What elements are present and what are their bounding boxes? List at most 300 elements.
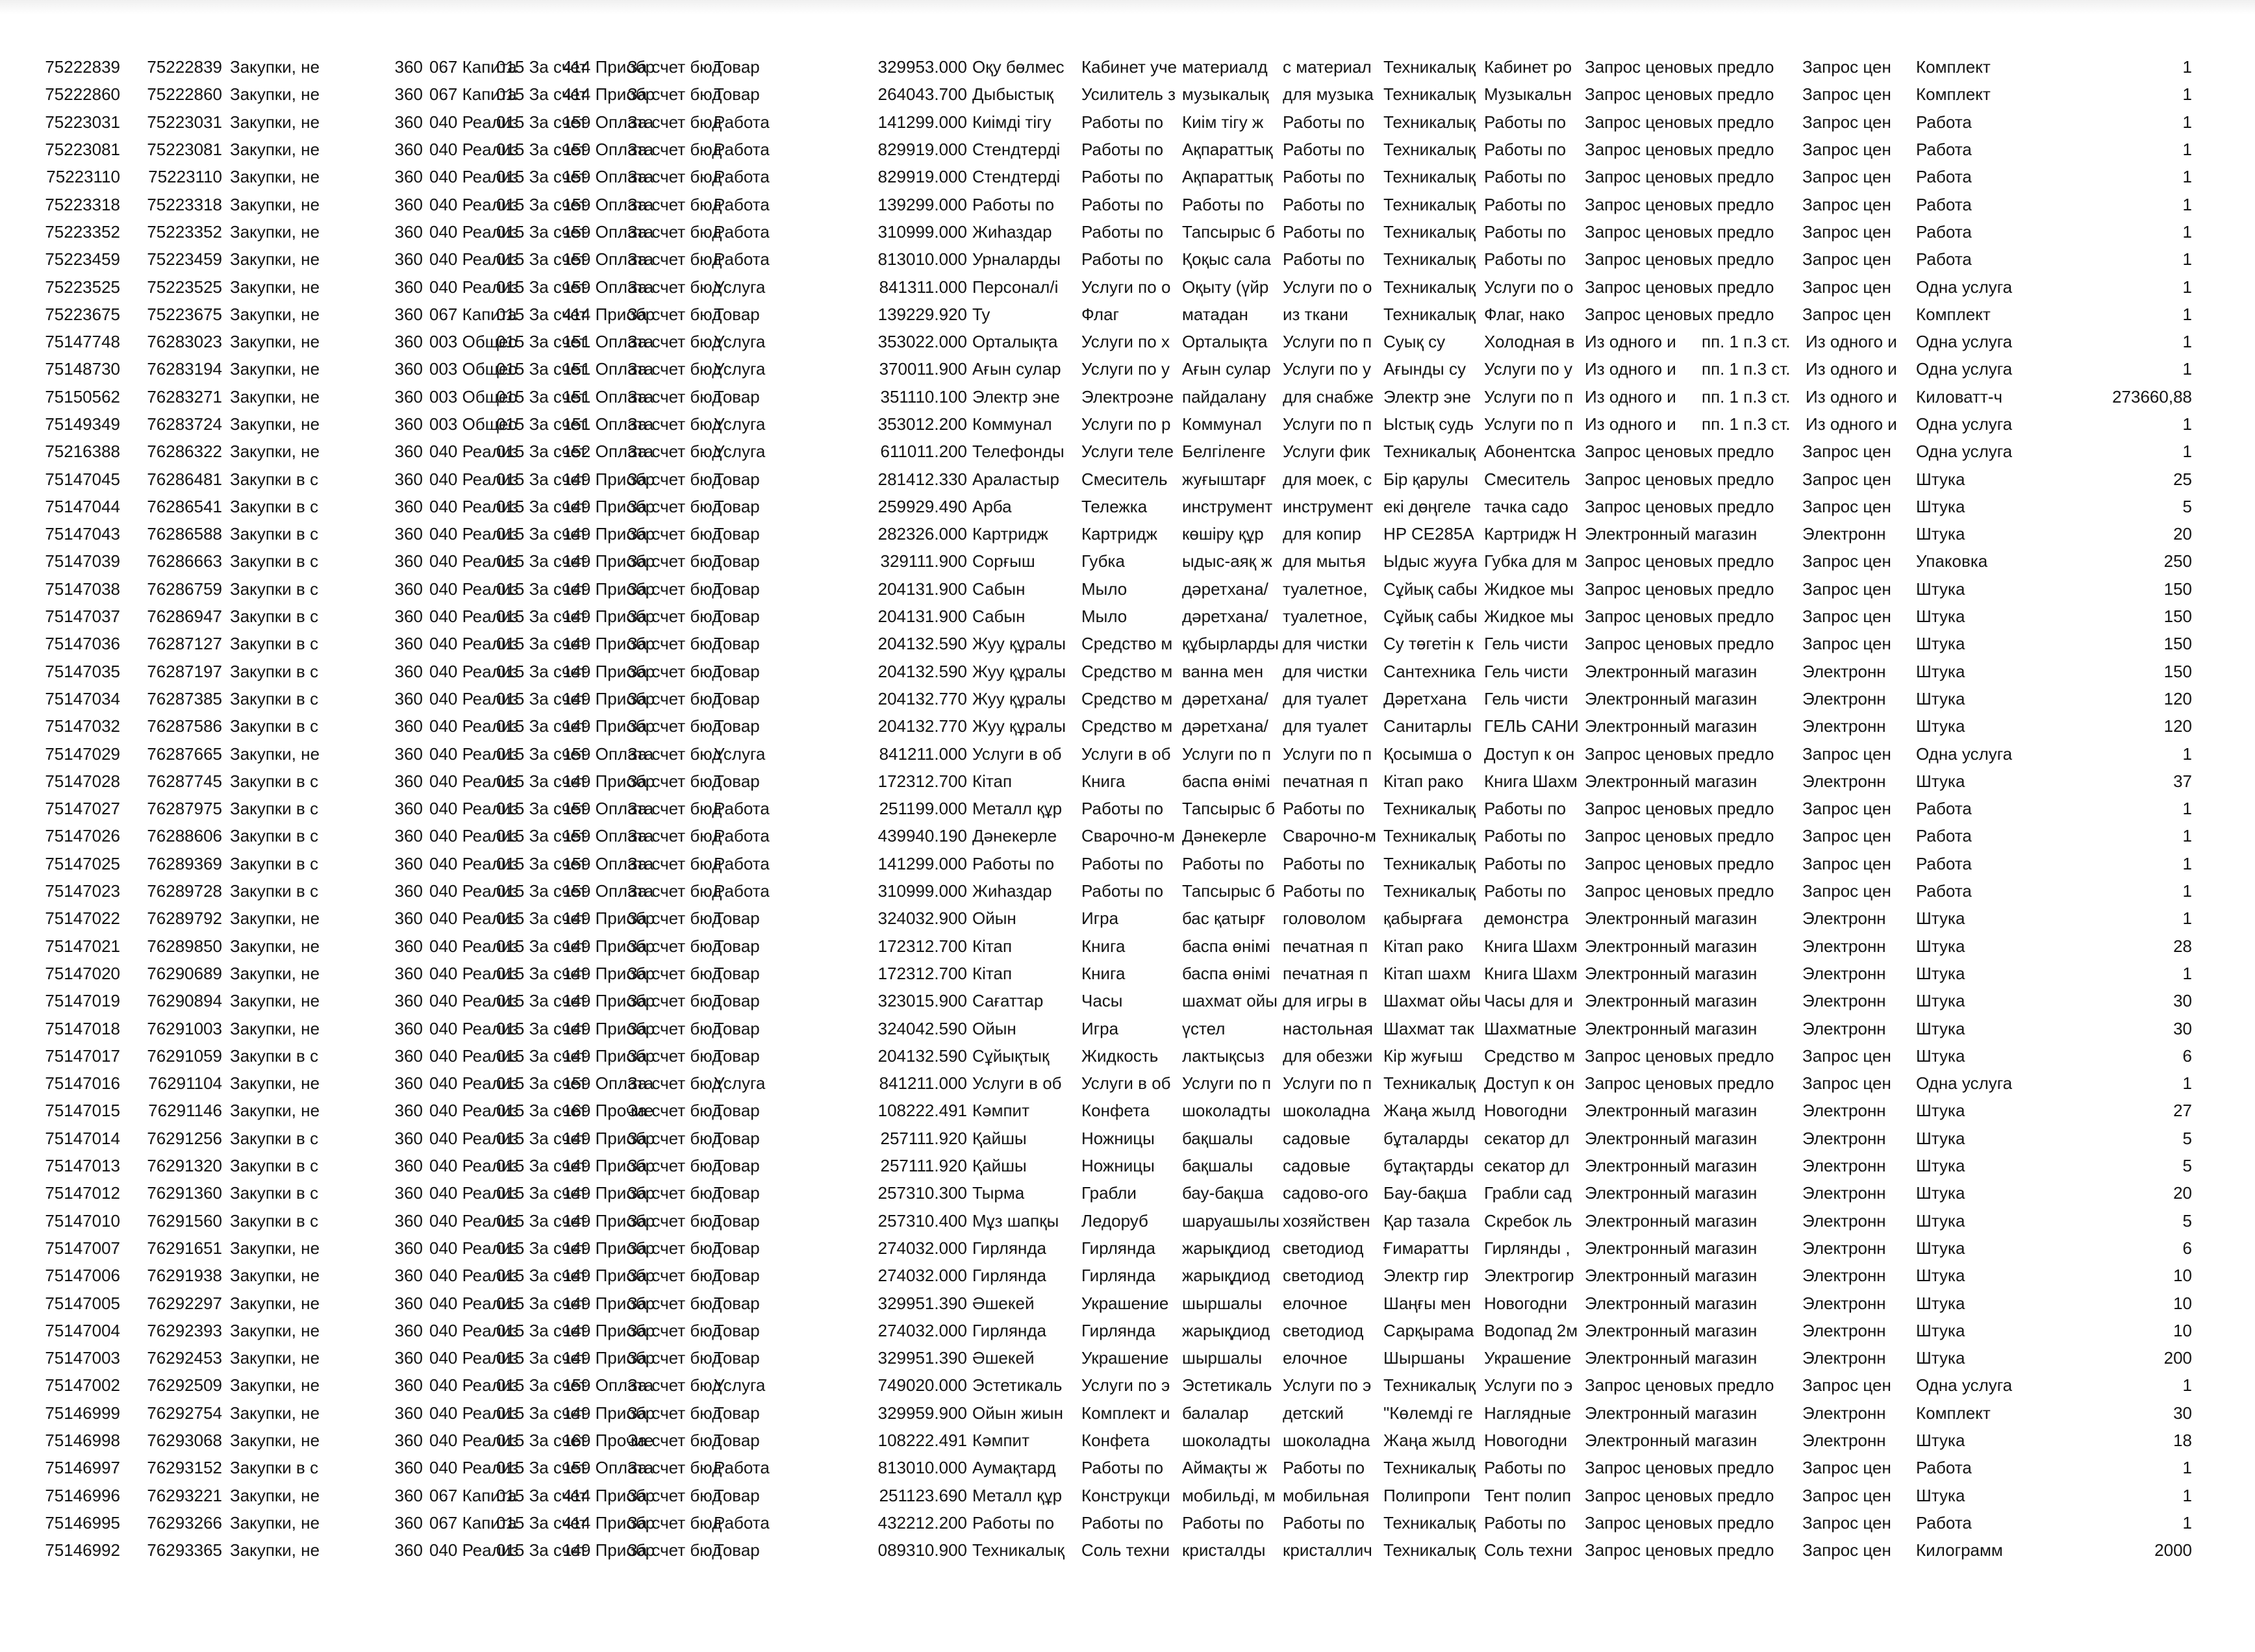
cell-program: 040 Реализ (429, 1430, 519, 1450)
cell-name-ru: Украшение (1081, 1293, 1169, 1313)
cell-ktru-code: 829919.000 (877, 140, 967, 160)
cell-quantity: 5 (2182, 1128, 2192, 1148)
cell-method-short: пп. 1 п.3 ст. (1702, 332, 1791, 352)
cell-plan-id: 76292754 (147, 1403, 222, 1423)
cell-name-ru: Сварочно-м (1081, 826, 1176, 846)
cell-purchase-type: Закупки в с (230, 853, 319, 873)
cell-lot-id: 75223318 (45, 194, 120, 214)
cell-name-kz: Ойын (972, 1018, 1016, 1038)
table-row (39, 245, 2234, 273)
cell-quantity: 6 (2182, 1045, 2192, 1066)
cell-plan-id: 76286322 (147, 442, 222, 462)
cell-attr-kz: дәретхана/ (1182, 579, 1268, 599)
cell-specifier: 159 Оплата (562, 799, 654, 819)
cell-plan-id: 76287665 (147, 744, 222, 764)
cell-quantity: 250 (2163, 551, 2192, 571)
cell-funding-source: За счет бюд (627, 1018, 722, 1038)
table-row (39, 81, 2234, 108)
cell-spec-ru: Работы по (1484, 167, 1567, 187)
cell-method: Запрос ценовых предло (1585, 84, 1774, 105)
cell-attr-kz: матадан (1182, 304, 1248, 324)
cell-program: 040 Реализ (429, 1183, 519, 1203)
cell-method: Запрос ценовых предло (1585, 826, 1774, 846)
cell-admin-code: 360 (394, 1018, 423, 1038)
cell-quantity: 1 (2182, 442, 2192, 462)
table-row (39, 547, 2234, 575)
cell-plan-id: 75223675 (147, 304, 222, 324)
cell-funding-source: За счет бюд (627, 1156, 722, 1176)
cell-quantity: 1 (2182, 84, 2192, 105)
cell-unit: Штука (1916, 991, 1965, 1011)
cell-name-kz: Әшекей (972, 1293, 1035, 1313)
cell-lot-id: 75147016 (45, 1073, 120, 1094)
cell-plan-id: 76283023 (147, 332, 222, 352)
cell-unit: Работа (1916, 221, 1972, 242)
cell-program: 040 Реализ (429, 1293, 519, 1313)
cell-name-kz: Стендтерді (972, 140, 1061, 160)
cell-ktru-code: 329111.900 (880, 551, 967, 571)
cell-ktru-code: 813010.000 (877, 249, 967, 269)
cell-ktru-code: 108222.491 (877, 1430, 967, 1450)
cell-attr-ru: для музыка (1283, 84, 1374, 105)
table-row (39, 301, 2234, 328)
cell-funding-source: За счет бюд (627, 634, 722, 654)
cell-method: Запрос ценовых предло (1585, 881, 1774, 901)
cell-method: Запрос ценовых предло (1585, 634, 1774, 654)
cell-method-short: Электронн (1802, 1403, 1886, 1423)
cell-ktru-code: 813010.000 (877, 1458, 967, 1478)
cell-name-kz: Қайшы (972, 1156, 1027, 1176)
cell-subject-type: Товар (714, 496, 760, 516)
cell-attr-ru: Работы по (1283, 1512, 1365, 1533)
cell-spec-ru: Часы для и (1484, 991, 1573, 1011)
cell-method-short: Запрос цен (1802, 496, 1891, 516)
cell-lot-id: 75147029 (45, 744, 120, 764)
table-row (39, 328, 2234, 355)
cell-spec-ru: Работы по (1484, 221, 1567, 242)
cell-unit: Упаковка (1916, 551, 1988, 571)
cell-name-kz: Гирлянда (972, 1320, 1046, 1340)
cell-ktru-code: 841311.000 (879, 277, 967, 297)
cell-quantity: Одна услуга (1916, 359, 2013, 379)
cell-plan-id: 76291104 (148, 1073, 222, 1094)
cell-name-kz: Электр эне (972, 386, 1060, 407)
cell-purchase-type: Закупки в с (230, 688, 319, 708)
cell-subject-type: Товар (714, 936, 760, 956)
cell-subprogram: 015 За счет (496, 936, 587, 956)
cell-attr-ru: Работы по (1283, 853, 1365, 873)
cell-plan-id: 76290894 (147, 991, 222, 1011)
cell-attr-ru: садово-ого (1283, 1183, 1368, 1203)
cell-attr-ru: инструмент (1283, 496, 1374, 516)
cell-program: 003 Общео (429, 359, 518, 379)
cell-specifier: 149 Приобр (562, 1293, 655, 1313)
cell-program: 040 Реализ (429, 771, 519, 791)
cell-method: Электронный магазин (1585, 1293, 1757, 1313)
cell-subject-type: Товар (714, 57, 760, 77)
cell-name-ru: Мыло (1081, 607, 1128, 627)
cell-method-short: Запрос цен (1802, 57, 1891, 77)
cell-admin-code: 360 (394, 1348, 423, 1368)
cell-ktru-code: 257111.920 (880, 1128, 967, 1148)
cell-spec-kz: Сарқырама (1383, 1320, 1474, 1340)
cell-method: Запрос ценовых предло (1585, 496, 1774, 516)
cell-spec-kz: қабырғаға (1383, 908, 1463, 929)
cell-program: 040 Реализ (429, 826, 519, 846)
cell-unit: Работа (1916, 194, 1972, 214)
cell-lot-id: 75147027 (45, 799, 120, 819)
cell-admin-code: 360 (394, 1375, 423, 1395)
cell-attr-ru: печатная п (1283, 936, 1368, 956)
cell-purchase-type: Закупки в с (230, 634, 319, 654)
table-row (39, 1042, 2234, 1070)
cell-spec-kz: Техникалық (1383, 1512, 1476, 1533)
cell-name-ru: Работы по (1081, 799, 1164, 819)
cell-purchase-type: Закупки, не (230, 1238, 320, 1258)
cell-plan-id: 76293365 (147, 1540, 222, 1560)
cell-subprogram: 015 За счет (496, 84, 587, 105)
cell-ktru-code: 204131.900 (877, 579, 967, 599)
cell-method-short: Электронн (1802, 524, 1886, 544)
table-row (39, 273, 2234, 300)
cell-program: 067 Капита (429, 57, 517, 77)
cell-method-short: Электронн (1802, 688, 1886, 708)
cell-program: 040 Реализ (429, 1403, 519, 1423)
cell-lot-id: 75146992 (45, 1540, 120, 1560)
cell-attr-kz: шоколадты (1182, 1430, 1271, 1450)
cell-purchase-type: Закупки в с (230, 1045, 319, 1066)
cell-spec-kz: Электр эне (1383, 386, 1471, 407)
cell-funding-source: За счет бюд (627, 112, 722, 132)
cell-name-kz: Сабын (972, 607, 1026, 627)
cell-lot-id: 75146997 (45, 1458, 120, 1478)
cell-plan-id: 76292509 (147, 1375, 222, 1395)
cell-subprogram: 015 За счет (496, 799, 587, 819)
cell-purchase-type: Закупки, не (230, 1266, 320, 1286)
cell-subprogram: 015 За счет (496, 1375, 587, 1395)
cell-spec-ru: Скребок ль (1484, 1210, 1572, 1231)
cell-plan-id: 76291560 (147, 1210, 222, 1231)
cell-name-kz: Гирлянда (972, 1266, 1046, 1286)
cell-quantity: 1 (2182, 414, 2192, 434)
cell-subprogram: 015 За счет (496, 1458, 587, 1478)
cell-plan-id: 76291320 (147, 1156, 222, 1176)
cell-purchase-type: Закупки в с (230, 881, 319, 901)
cell-unit: Работа (1916, 167, 1972, 187)
cell-program: 040 Реализ (429, 1128, 519, 1148)
cell-name-kz: Коммунал (972, 414, 1052, 434)
cell-admin-code: 360 (394, 1512, 423, 1533)
cell-funding-source: За счет бюд (627, 1403, 722, 1423)
cell-spec-kz: Кітап рако (1383, 936, 1464, 956)
cell-purchase-type: Закупки в с (230, 1128, 319, 1148)
cell-admin-code: 360 (394, 607, 423, 627)
cell-ktru-code: 353022.000 (877, 332, 967, 352)
cell-ktru-code: 323015.900 (877, 991, 967, 1011)
cell-ktru-code: 749020.000 (877, 1375, 967, 1395)
cell-attr-ru: Услуги фик (1283, 442, 1370, 462)
cell-method-short: Запрос цен (1802, 853, 1891, 873)
cell-attr-ru: для чистки (1283, 634, 1368, 654)
cell-plan-id: 75223525 (147, 277, 222, 297)
cell-plan-id: 76289792 (147, 908, 222, 929)
cell-attr-kz: инструмент (1182, 496, 1273, 516)
cell-method: Из одного и (1585, 386, 1676, 407)
cell-quantity: 10 (2173, 1320, 2192, 1340)
cell-attr-kz: Работы по (1182, 853, 1265, 873)
cell-spec-kz: Жаңа жылд (1383, 1430, 1476, 1450)
cell-unit: Штука (1916, 607, 1965, 627)
cell-specifier: 159 Оплата (562, 112, 654, 132)
cell-funding-source: За счет бюд (627, 1348, 722, 1368)
cell-method-short: Запрос цен (1802, 1073, 1891, 1094)
cell-funding-source: За счет бюд (627, 1540, 722, 1560)
cell-admin-code: 360 (394, 524, 423, 544)
cell-lot-id: 75147026 (45, 826, 120, 846)
cell-method-short: Запрос цен (1802, 551, 1891, 571)
cell-program: 040 Реализ (429, 1073, 519, 1094)
cell-spec-ru: Грабли сад (1484, 1183, 1572, 1203)
cell-name-kz: Эстетикаль (972, 1375, 1063, 1395)
cell-program: 040 Реализ (429, 908, 519, 929)
cell-subject-type: Товар (714, 634, 760, 654)
cell-purchase-type: Закупки, не (230, 1101, 320, 1121)
cell-purchase-type: Закупки в с (230, 1210, 319, 1231)
table-row (39, 987, 2234, 1014)
cell-spec-ru: Гель чисти (1484, 634, 1568, 654)
cell-plan-id: 76292453 (147, 1348, 222, 1368)
cell-attr-ru: Услуги по п (1283, 332, 1372, 352)
cell-purchase-type: Закупки, не (230, 1073, 320, 1094)
cell-unit: Одна услуга (1916, 442, 2013, 462)
table-row (39, 1317, 2234, 1344)
cell-spec-kz: екі дөңгеле (1383, 496, 1471, 516)
cell-quantity: 200 (2163, 1348, 2192, 1368)
cell-subprogram: 015 За счет (496, 716, 587, 736)
cell-funding-source: За счет бюд (627, 579, 722, 599)
cell-ktru-code: 281412.330 (877, 469, 967, 489)
cell-unit: Штука (1916, 1430, 1965, 1450)
cell-attr-ru: светодиод (1283, 1320, 1364, 1340)
cell-spec-ru: Услуги по п (1484, 414, 1574, 434)
cell-funding-source: За счет бюд (627, 607, 722, 627)
cell-attr-ru: печатная п (1283, 771, 1368, 791)
cell-subject-type: Товар (714, 386, 760, 407)
table-row (39, 1427, 2234, 1454)
table-row (39, 795, 2234, 822)
cell-quantity: 1 (2182, 221, 2192, 242)
cell-admin-code: 360 (394, 304, 423, 324)
cell-ktru-code: 310999.000 (877, 881, 967, 901)
cell-method: Запрос ценовых предло (1585, 277, 1774, 297)
cell-name-kz: Орталықта (972, 332, 1058, 352)
cell-purchase-type: Закупки, не (230, 1293, 320, 1313)
cell-purchase-type: Закупки, не (230, 1540, 320, 1560)
cell-name-ru: Книга (1081, 963, 1126, 983)
cell-attr-kz: бақшалы (1182, 1156, 1253, 1176)
cell-attr-kz: жуғыштарғ (1182, 469, 1266, 489)
cell-funding-source: За счет бюд (627, 277, 722, 297)
cell-ktru-code: 204132.770 (877, 688, 967, 708)
cell-spec-kz: Ыдыс жууға (1383, 551, 1478, 571)
cell-admin-code: 360 (394, 359, 423, 379)
cell-ktru-code: 141299.000 (877, 112, 967, 132)
cell-spec-kz: "Көлемді ге (1383, 1403, 1473, 1423)
cell-method-short: Электронн (1802, 1293, 1886, 1313)
cell-name-ru: Тележка (1081, 496, 1148, 516)
cell-spec-ru: Гель чисти (1484, 661, 1568, 681)
cell-ktru-code: 108222.491 (877, 1101, 967, 1121)
cell-spec-ru: секатор дл (1484, 1128, 1570, 1148)
cell-specifier: 149 Приобр (562, 1018, 655, 1038)
cell-spec-ru: Книга Шахм (1484, 963, 1578, 983)
cell-quantity: 20 (2173, 524, 2192, 544)
cell-spec-ru: Работы по (1484, 249, 1567, 269)
cell-method: Электронный магазин (1585, 1101, 1757, 1121)
cell-spec-kz: Сантехника (1383, 661, 1476, 681)
cell-specifier: 169 Прочие (562, 1101, 654, 1121)
cell-name-kz: Ағын сулар (972, 359, 1061, 379)
cell-admin-code: 360 (394, 1458, 423, 1478)
cell-attr-kz: жарықдиод (1182, 1320, 1270, 1340)
cell-specifier: 159 Оплата (562, 249, 654, 269)
cell-subprogram: 015 За счет (496, 1485, 587, 1505)
cell-plan-id: 75222839 (147, 57, 222, 77)
cell-lot-id: 75147034 (45, 688, 120, 708)
cell-attr-ru: кристаллич (1283, 1540, 1372, 1560)
cell-subprogram: 015 За счет (496, 249, 587, 269)
cell-unit: Штука (1916, 1156, 1965, 1176)
cell-specifier: 149 Приобр (562, 551, 655, 571)
cell-attr-ru: туалетное, (1283, 607, 1368, 627)
cell-funding-source: За счет бюд (627, 1320, 722, 1340)
cell-plan-id: 76293152 (147, 1458, 222, 1478)
cell-method-short: Запрос цен (1802, 826, 1891, 846)
cell-lot-id: 75147748 (45, 332, 120, 352)
cell-method: Запрос ценовых предло (1585, 1375, 1774, 1395)
cell-method-short: Запрос цен (1802, 607, 1891, 627)
cell-method-short: Запрос цен (1802, 1512, 1891, 1533)
cell-plan-id: 76291059 (147, 1045, 222, 1066)
table-row (39, 410, 2234, 438)
cell-purchase-type: Закупки, не (230, 249, 320, 269)
cell-plan-id: 76286541 (147, 496, 222, 516)
cell-admin-code: 360 (394, 688, 423, 708)
cell-name-ru: Средство м (1081, 661, 1173, 681)
cell-subprogram: 015 За счет (496, 1512, 587, 1533)
cell-funding-source: За счет бюд (627, 1266, 722, 1286)
cell-ktru-code: 264043.700 (877, 84, 967, 105)
cell-subprogram: 015 За счет (496, 442, 587, 462)
cell-specifier: 159 Оплата (562, 277, 654, 297)
cell-attr-kz: бас қатырғ (1182, 908, 1266, 929)
cell-program: 040 Реализ (429, 1375, 519, 1395)
cell-spec-ru: Работы по (1484, 140, 1567, 160)
table-row (39, 1399, 2234, 1427)
cell-name-ru: Украшение (1081, 1348, 1169, 1368)
cell-subprogram: 015 За счет (496, 469, 587, 489)
cell-name-kz: Кітап (972, 963, 1013, 983)
cell-subprogram: 015 За счет (496, 1238, 587, 1258)
cell-quantity: 1 (2182, 908, 2192, 929)
cell-funding-source: За счет бюд (627, 386, 722, 407)
cell-unit: Комплект (1916, 84, 1991, 105)
cell-name-ru: Конструкци (1081, 1485, 1170, 1505)
cell-subject-type: Товар (714, 1320, 760, 1340)
cell-admin-code: 360 (394, 1540, 423, 1560)
cell-method: Электронный магазин (1585, 1403, 1757, 1423)
cell-attr-kz: Белгіленге (1182, 442, 1266, 462)
cell-attr-kz: жарықдиод (1182, 1266, 1270, 1286)
cell-quantity: 20 (2173, 1183, 2192, 1203)
cell-subprogram: 015 За счет (496, 853, 587, 873)
cell-name-kz: Жуу құралы (972, 634, 1066, 654)
cell-plan-id: 76286588 (147, 524, 222, 544)
cell-ktru-code: 139299.000 (877, 194, 967, 214)
cell-program: 003 Общео (429, 414, 518, 434)
cell-plan-id: 76289850 (147, 936, 222, 956)
table-row (39, 768, 2234, 795)
cell-plan-id: 76287975 (147, 799, 222, 819)
cell-purchase-type: Закупки, не (230, 963, 320, 983)
table-row (39, 136, 2234, 163)
cell-method: Запрос ценовых предло (1585, 249, 1774, 269)
cell-name-kz: Услуги в об (972, 744, 1062, 764)
cell-name-kz: Сорғыш (972, 551, 1035, 571)
cell-method: Электронный магазин (1585, 908, 1757, 929)
cell-ktru-code: 274032.000 (877, 1266, 967, 1286)
cell-unit: Комплект (1916, 57, 1991, 77)
cell-attr-kz: көшіру құр (1182, 524, 1264, 544)
cell-unit: Работа (1916, 249, 1972, 269)
cell-name-ru: Средство м (1081, 634, 1173, 654)
cell-name-kz: Әшекей (972, 1348, 1035, 1368)
cell-name-ru: Гирлянда (1081, 1238, 1155, 1258)
table-row (39, 740, 2234, 767)
cell-name-ru: Услуги теле (1081, 442, 1174, 462)
cell-unit: Одна услуга (1916, 1073, 2013, 1094)
cell-subject-type: Товар (714, 688, 760, 708)
cell-subject-type: Товар (714, 607, 760, 627)
cell-unit: Штука (1916, 688, 1965, 708)
cell-subprogram: 015 За счет (496, 332, 587, 352)
cell-ktru-code: 432212.200 (877, 1512, 967, 1533)
cell-method: Запрос ценовых предло (1585, 1458, 1774, 1478)
cell-attr-kz: дәретхана/ (1182, 688, 1268, 708)
cell-method-short: Запрос цен (1802, 1485, 1891, 1505)
table-row (39, 1344, 2234, 1371)
cell-attr-ru: Работы по (1283, 881, 1365, 901)
cell-plan-id: 76291651 (147, 1238, 222, 1258)
cell-attr-kz: Қоқыс сала (1182, 249, 1271, 269)
cell-lot-id: 75147023 (45, 881, 120, 901)
cell-specifier: 159 Оплата (562, 881, 654, 901)
cell-name-kz: Киімді тігу (972, 112, 1052, 132)
cell-program: 040 Реализ (429, 1238, 519, 1258)
cell-plan-id: 76289728 (147, 881, 222, 901)
cell-subprogram: 015 За счет (496, 1156, 587, 1176)
cell-name-kz: Ойын жиын (972, 1403, 1063, 1423)
cell-admin-code: 360 (394, 1101, 423, 1121)
cell-name-kz: Кәмпит (972, 1101, 1029, 1121)
cell-attr-ru: елочное (1283, 1293, 1348, 1313)
cell-purchase-type: Закупки, не (230, 359, 320, 379)
cell-subject-type: Товар (714, 1156, 760, 1176)
cell-method-short: Электронн (1802, 1101, 1886, 1121)
cell-funding-source: За счет бюд (627, 853, 722, 873)
cell-specifier: 149 Приобр (562, 579, 655, 599)
cell-method: Электронный магазин (1585, 1430, 1757, 1450)
